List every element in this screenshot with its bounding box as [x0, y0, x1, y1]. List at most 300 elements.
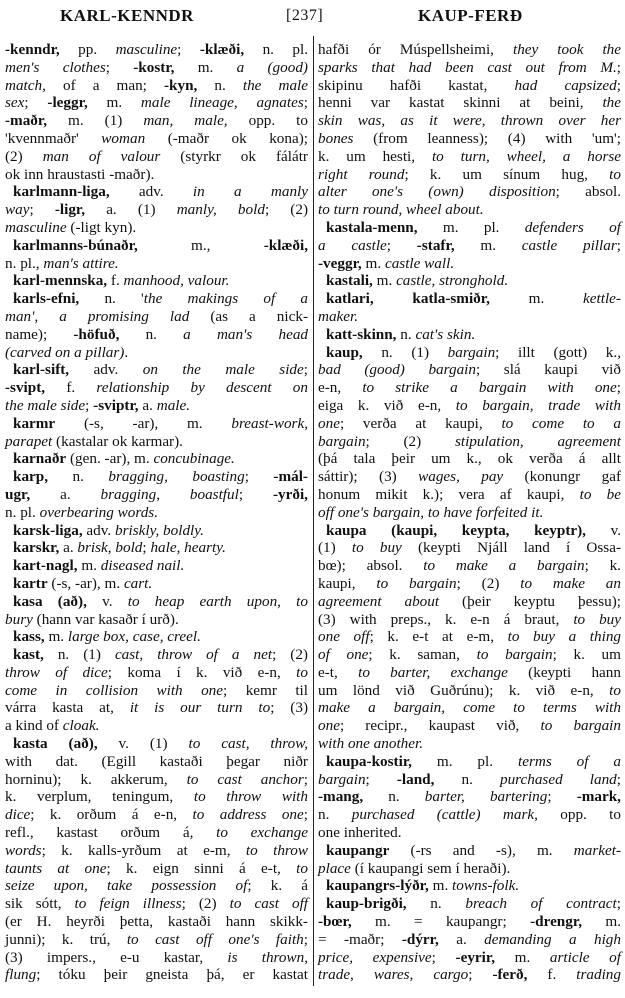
definition: man',: [5, 307, 39, 325]
definition: trading: [576, 966, 621, 984]
running-head-right: KAUP-FERÐ: [418, 6, 523, 25]
headword: kaupangrs-lýðr,: [326, 877, 429, 895]
definition: bargain: [318, 770, 366, 788]
definition: briskly, boldly.: [114, 521, 204, 539]
text: ;: [547, 788, 577, 806]
dictionary-line: [5, 931, 308, 949]
definition: to throw with: [193, 788, 308, 806]
headword: kasa (að),: [13, 592, 87, 610]
text: m.: [454, 236, 522, 254]
dictionary-line: [318, 433, 621, 451]
headword: karp,: [13, 468, 49, 486]
headword: kastali,: [326, 272, 373, 290]
dictionary-line: [318, 166, 621, 184]
dictionary-line: [5, 913, 308, 931]
dictionary-line: [5, 486, 308, 504]
headword: kaupa-kostir,: [326, 752, 412, 770]
dictionary-line: [318, 949, 621, 967]
text: ; k. um: [552, 646, 621, 664]
definition: bad (good) bargain: [318, 361, 476, 379]
definition: it is our turn to: [129, 699, 271, 717]
text: henni var kastat skinni at beini,: [318, 94, 603, 112]
text: ; k. á: [247, 877, 308, 895]
dictionary-line: [318, 824, 621, 842]
headword: -eyrir,: [455, 948, 496, 966]
definition: to barter, exchange: [358, 663, 508, 681]
text: with dat. (Egill kastaði þegar niðr: [5, 752, 308, 770]
text: sáttir); (3): [318, 468, 419, 486]
text: n.: [434, 770, 500, 788]
text: ; (2): [456, 574, 521, 592]
dictionary-line: [318, 611, 621, 629]
definition: masculine: [5, 218, 67, 236]
definition: stipulation, agreement: [454, 432, 621, 450]
headword: -ligr,: [54, 201, 86, 219]
text: ;: [24, 94, 48, 112]
text: ;: [238, 485, 273, 503]
headword: karlmann-liga,: [13, 183, 110, 201]
dictionary-line: [5, 237, 308, 255]
text: m.: [44, 628, 68, 646]
text: bœ); absol.: [318, 557, 424, 575]
definition: woman: [101, 129, 146, 147]
dictionary-line: [5, 824, 308, 842]
definition: to strike a bargain with one: [362, 379, 617, 397]
headword: -maðr,: [5, 112, 48, 130]
definition: to buy: [573, 610, 621, 628]
text: ;: [142, 539, 151, 557]
dictionary-line: [318, 699, 621, 717]
text: ;: [616, 379, 621, 397]
definition: to bargain: [476, 646, 553, 664]
dictionary-line: [5, 112, 308, 130]
text: ; kemr til: [223, 681, 308, 699]
text: (hann var kasaðr í urð).: [32, 610, 179, 628]
text: ;: [177, 41, 200, 58]
dictionary-line: [318, 344, 621, 362]
dictionary-line: [318, 895, 621, 913]
text: m.: [372, 272, 397, 290]
definition: kettle-: [583, 290, 621, 308]
text: ; recipr., kaupast við,: [339, 717, 541, 735]
definition: is thrown,: [227, 948, 309, 966]
dictionary-line: [5, 433, 308, 451]
definition: to heap earth upon, to: [127, 592, 308, 610]
dictionary-line: [5, 41, 308, 59]
definition: to buy a thing: [507, 628, 622, 646]
dictionary-line: [318, 415, 621, 433]
text: ; k. saman,: [368, 646, 477, 664]
text: (from leanness); (4) with 'um';: [353, 129, 621, 147]
text: n.: [318, 806, 352, 824]
dictionary-line: [318, 806, 621, 824]
text: kaupi,: [318, 574, 377, 592]
definition: bargain: [318, 432, 366, 450]
headword: karlmanns-búnaðr,: [13, 236, 138, 254]
dictionary-line: [318, 237, 621, 255]
dictionary-line: [318, 41, 621, 59]
text: (-rs and -s), m.: [389, 841, 574, 859]
dictionary-line: [5, 450, 308, 468]
text: ;: [105, 58, 134, 76]
text: skipinu hafði kastat,: [318, 76, 515, 94]
text: of a man;: [45, 76, 164, 94]
dictionary-line: [318, 486, 621, 504]
definition: article of: [549, 948, 621, 966]
definition: make a bargain, come to terms with: [318, 699, 621, 717]
dictionary-line: [5, 344, 308, 362]
dictionary-line: [5, 504, 308, 522]
definition: a castle: [318, 236, 387, 254]
text: ; k. eign sinni á e-t,: [106, 859, 297, 877]
text: refl., kastast orðum á,: [5, 824, 217, 842]
definition: man of valour: [42, 147, 161, 165]
dictionary-line: [318, 130, 621, 148]
text: n.: [396, 325, 416, 343]
text: m. pl.: [417, 218, 525, 236]
dictionary-line: [5, 59, 308, 77]
text: ;: [303, 806, 308, 824]
text: ; k.: [584, 557, 621, 575]
text: adv.: [69, 361, 143, 379]
text: ;: [29, 201, 55, 219]
running-head-left: KARL-KENNDR: [60, 6, 194, 25]
dictionary-line: [5, 148, 308, 166]
definition: barter, bartering: [424, 788, 548, 806]
text: a.: [138, 396, 157, 414]
headword: -mál-: [273, 468, 308, 486]
headword: karl-sift,: [13, 361, 70, 379]
definition: relationship by descent on: [96, 379, 308, 397]
dictionary-line: [5, 539, 308, 557]
definition: demanding a high: [484, 930, 621, 948]
headword: kart-nagl,: [13, 557, 78, 575]
dictionary-line: [5, 130, 308, 148]
dictionary-line: [5, 949, 308, 967]
text: (-maðr ok kona);: [145, 129, 308, 147]
dictionary-line: [318, 77, 621, 95]
text: (keypti hann: [507, 663, 621, 681]
dictionary-line: [5, 771, 308, 789]
dictionary-line: [5, 575, 308, 593]
definition: one off: [318, 628, 370, 646]
definition: taunts at one: [5, 859, 107, 877]
definition: in a manly: [192, 183, 308, 201]
definition: dice: [5, 806, 31, 824]
text: (3) with preps., k. e-n á braut,: [318, 610, 574, 628]
headword: karskr,: [13, 539, 60, 557]
text: m. pl.: [411, 752, 518, 770]
headword: -höfuð,: [73, 325, 120, 343]
page-number: [237]: [286, 7, 324, 24]
text: (-s, -ar), m.: [47, 574, 124, 592]
dictionary-line: [5, 788, 308, 806]
headword: -bœr,: [318, 913, 352, 931]
definition: diseased nail.: [100, 557, 185, 575]
dictionary-line: [318, 628, 621, 646]
definition: manly, bold: [176, 201, 265, 219]
definition: defenders of: [524, 218, 621, 236]
dictionary-line: [318, 735, 621, 753]
definition: one: [318, 414, 340, 432]
text: ; (2): [272, 646, 308, 664]
text: ; (3): [270, 699, 309, 717]
definition: man, male,: [143, 112, 228, 130]
dictionary-line: [318, 397, 621, 415]
text: a. (1): [85, 201, 177, 219]
text: m.: [77, 557, 101, 575]
dictionary-line: [5, 272, 308, 290]
dictionary-line: [318, 913, 621, 931]
headword: -yrði,: [272, 485, 308, 503]
definition: cloak.: [62, 717, 100, 735]
dictionary-line: [5, 682, 308, 700]
text: ;: [616, 76, 621, 94]
text: m.,: [137, 236, 264, 254]
definition: one: [318, 717, 340, 735]
text: 'kvennmaðr': [5, 129, 102, 147]
text: pp.: [59, 41, 116, 58]
text: um lönd við Guðrúnu); k. við e-n,: [318, 681, 610, 699]
definition: to make an: [520, 574, 621, 592]
headword: kaup-brigði,: [326, 895, 407, 913]
headword: -kyn,: [163, 76, 198, 94]
dictionary-line: [318, 183, 621, 201]
text: ;: [468, 966, 493, 984]
text: ; tóku þeir gneista þá, er kastat: [36, 966, 308, 984]
text: m.: [87, 94, 141, 112]
dictionary-line: [5, 522, 308, 540]
definition: to feign illness: [74, 895, 182, 913]
definition: masculine: [115, 41, 178, 58]
text: n. pl.,: [5, 254, 44, 272]
text: (2): [5, 147, 43, 165]
definition: way: [5, 201, 30, 219]
dictionary-line: [318, 450, 621, 468]
headword: -land,: [396, 770, 435, 788]
definition: had capsized: [514, 76, 617, 94]
dictionary-line: [318, 860, 621, 878]
text: ;: [616, 770, 621, 788]
text: n.: [363, 788, 425, 806]
definition: concubinage.: [153, 450, 235, 468]
definition: place: [318, 859, 351, 877]
text: ;: [616, 58, 621, 76]
text: (3) impers., e-u kastar,: [5, 948, 228, 966]
definition: the: [602, 94, 621, 112]
text: m.: [489, 290, 584, 308]
dictionary-line: [318, 148, 621, 166]
text: f.: [527, 966, 577, 984]
dictionary-line: [318, 593, 621, 611]
dictionary-line: [5, 379, 308, 397]
text: (í kaupangi sem í heraði).: [350, 859, 511, 877]
dictionary-line: [5, 468, 308, 486]
definition: the male side: [5, 396, 86, 414]
dictionary-line: [318, 379, 621, 397]
definition: to cast off: [229, 895, 309, 913]
headword: -drengr,: [530, 913, 582, 931]
text: ; (2): [181, 895, 230, 913]
text: ; k. kalls-yrðum at e-m,: [41, 841, 246, 859]
definition: purchased (cattle) mark,: [351, 806, 538, 824]
text: e-t,: [318, 663, 359, 681]
headword: -leggr,: [47, 94, 88, 112]
dictionary-line: [5, 415, 308, 433]
definition: off one's bargain, to have forfeited it.: [318, 503, 544, 521]
text: a kind of: [5, 717, 63, 735]
text: ; verða at kaupi,: [339, 414, 502, 432]
definition: purchased land: [499, 770, 617, 788]
text: ;: [616, 236, 621, 254]
definition: breast-work,: [231, 414, 308, 432]
headword: kaupa (kaupi, keypta, keyptr),: [326, 521, 586, 539]
headword: -mang,: [318, 788, 364, 806]
definition: market-: [573, 841, 621, 859]
text: name);: [5, 325, 74, 343]
text: m.: [428, 877, 453, 895]
headword: karnaðr: [13, 450, 67, 468]
definition: skin was, as it were, thrown over her: [318, 112, 621, 130]
text: ;: [616, 895, 621, 913]
definition: to cast, throw,: [188, 735, 308, 753]
definition: bury: [5, 610, 33, 628]
definition: brisk, bold: [77, 539, 143, 557]
definition: cat's skin.: [415, 325, 476, 343]
definition: castle wall.: [384, 254, 455, 272]
text: n.: [48, 468, 109, 486]
text: ; k. e-t at e-m,: [369, 628, 508, 646]
text: ;: [431, 948, 456, 966]
definition: (carved on a pillar): [5, 343, 125, 361]
dictionary-line: [318, 504, 621, 522]
text: m.: [582, 913, 621, 931]
dictionary-line: [5, 201, 308, 219]
text: m.: [361, 254, 385, 272]
dictionary-line: [5, 646, 308, 664]
dictionary-line: [5, 877, 308, 895]
text: ; absol.: [555, 183, 622, 201]
definition: to: [609, 165, 621, 183]
dictionary-line: [5, 895, 308, 913]
definition: to: [296, 663, 308, 681]
text: (styrkr ok fálátr: [160, 147, 308, 165]
dictionary-line: [318, 468, 621, 486]
text: ; illt (gott) k.,: [495, 343, 621, 361]
text: n.: [406, 895, 466, 913]
text: n. (1): [362, 343, 448, 361]
definition: to: [609, 681, 621, 699]
definition: price, expensive: [318, 948, 432, 966]
definition: throw of dice: [5, 663, 108, 681]
dictionary-line: [5, 255, 308, 273]
definition: to throw: [245, 841, 308, 859]
definition: on the male side: [142, 361, 304, 379]
definition: cast, throw of a net: [114, 646, 273, 664]
headword: -klæði,: [199, 41, 245, 58]
dictionary-line: [5, 664, 308, 682]
definition: castle, stronghold.: [396, 272, 509, 290]
text: a.: [59, 539, 78, 557]
dictionary-line: [5, 611, 308, 629]
dictionary-line: [5, 397, 308, 415]
text: opp. to: [537, 806, 621, 824]
headword: karmr: [13, 414, 56, 432]
text: ;: [365, 770, 397, 788]
dictionary-line: [318, 290, 621, 308]
text: f.: [45, 379, 97, 397]
definition: towns-folk.: [452, 877, 520, 895]
definition: sex: [5, 94, 25, 112]
dictionary-line: [318, 771, 621, 789]
text: honum mikit k.); vera af kaupi,: [318, 485, 580, 503]
dictionary-line: [5, 361, 308, 379]
text: m. = kaupangr;: [351, 913, 531, 931]
definition: male lineage, agnates: [140, 94, 304, 112]
dictionary-line: [318, 931, 621, 949]
dictionary-line: [5, 166, 308, 184]
dictionary-line: [5, 219, 308, 237]
headword: kass,: [13, 628, 45, 646]
headword: -stafr,: [416, 236, 455, 254]
dictionary-line: [318, 575, 621, 593]
dictionary-line: [5, 183, 308, 201]
dictionary-line: [318, 842, 621, 860]
dictionary-line: [318, 326, 621, 344]
text: ;: [244, 468, 274, 486]
dictionary-line: [5, 717, 308, 735]
text: m. (1): [47, 112, 144, 130]
headword: -sviptr,: [93, 396, 139, 414]
definition: they took the: [512, 41, 622, 58]
headword: karl-mennska,: [13, 272, 108, 290]
definition: to be: [579, 485, 621, 503]
headword: katt-skinn,: [326, 325, 397, 343]
text: ; slá kaupi við: [475, 361, 621, 379]
dictionary-line: [318, 788, 621, 806]
definition: to cast off one's faith: [126, 930, 304, 948]
text: ; k. orðum á e-n,: [30, 806, 193, 824]
definition: seize upon, take possession of: [5, 877, 248, 895]
text: (kastalar ok karmar).: [52, 432, 183, 450]
text: a.: [438, 930, 485, 948]
dictionary-line: [318, 717, 621, 735]
dictionary-line: [318, 59, 621, 77]
dictionary-line: [318, 361, 621, 379]
definition: right round: [318, 165, 405, 183]
dictionary-line: [5, 557, 308, 575]
dictionary-line: [318, 557, 621, 575]
dictionary-line: [318, 112, 621, 130]
definition: match,: [5, 76, 46, 94]
text: (-s, -ar), m.: [55, 414, 232, 432]
definition: bragging, boasting: [108, 468, 245, 486]
text: várra kasta at,: [5, 699, 130, 717]
headword: -veggr,: [318, 254, 362, 272]
dictionary-line: [5, 628, 308, 646]
text: n. (1): [43, 646, 115, 664]
definition: the makings of a: [143, 290, 308, 308]
text: ok inn hraustasti -maðr).: [5, 165, 155, 183]
dictionary-line: [318, 308, 621, 326]
definition: to bargain, trade with: [455, 396, 621, 414]
text: f.: [107, 272, 124, 290]
definition: male.: [156, 396, 191, 414]
dictionary-line: [5, 966, 308, 984]
right-column: [318, 41, 621, 984]
text: (keypti Njáll land í Ossa-: [401, 539, 622, 557]
text: [38, 308, 59, 325]
